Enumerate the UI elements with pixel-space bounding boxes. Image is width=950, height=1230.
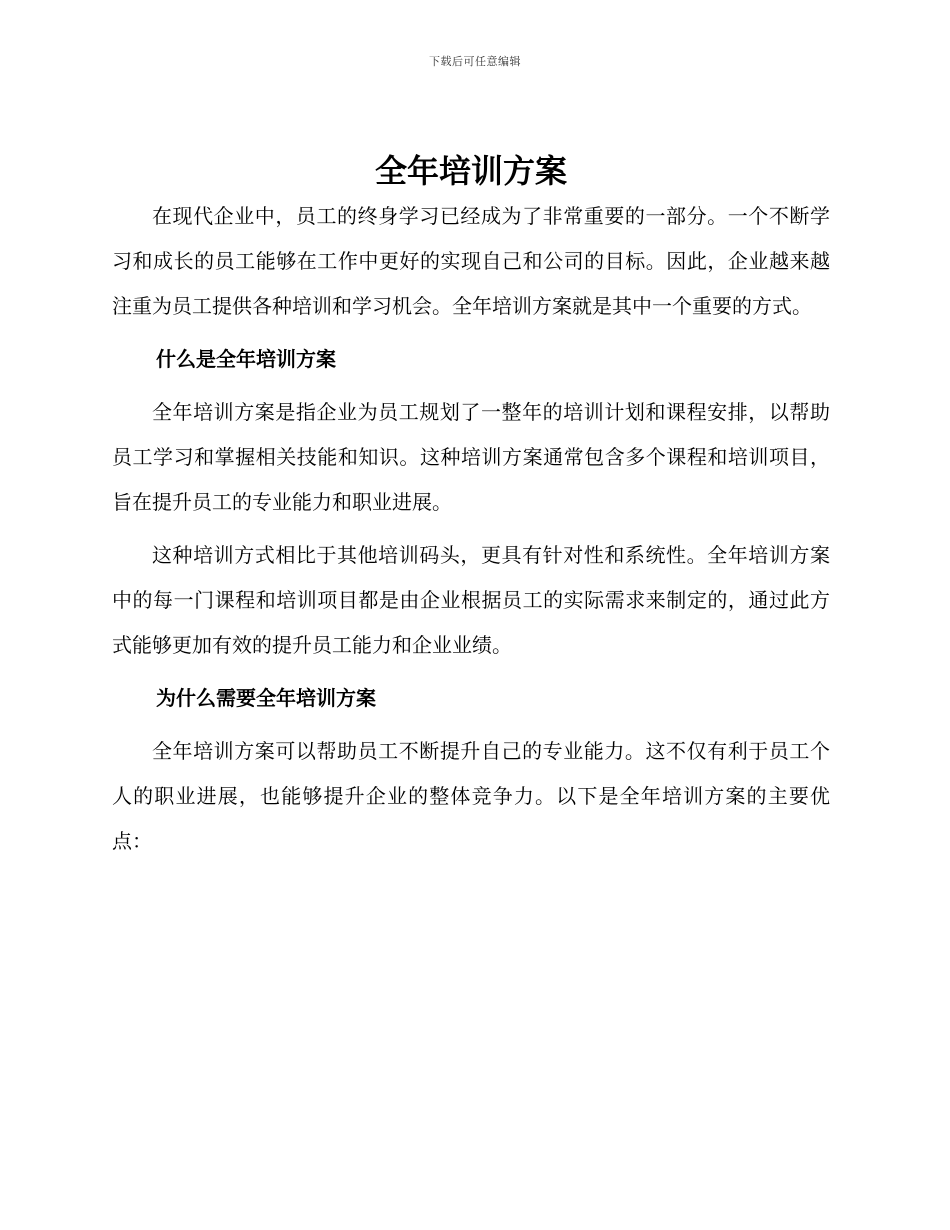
section-heading-why-needed: 为什么需要全年培训方案 [156,686,376,710]
page-header-note: 下载后可任意编辑 [429,55,521,68]
document-title: 全年培训方案 [374,152,567,190]
section-heading-what-is: 什么是全年培训方案 [156,347,336,371]
section-paragraph: 全年培训方案可以帮助员工不断提升自己的专业能力。这不仅有利于员工个人的职业进展，也能够提升企业的整体竞争力。以下是全年培训方案的主要优点： [112,739,830,853]
section-paragraph: 这种培训方式相比于其他培训码头，更具有针对性和系统性。全年培训方案中的每一门课程和培训项目都是由企业根据员工的实际需求来制定的，通过此方式能够更加有效的提升员工能力和企业业绩。 [112,543,830,657]
section-paragraph: 全年培训方案是指企业为员工规划了一整年的培训计划和课程安排，以帮助员工学习和掌握相关技能和知识。这种培训方案通常包含多个课程和培训项目，旨在提升员工的专业能力和职业进展。 [112,400,830,514]
intro-paragraph: 在现代企业中，员工的终身学习已经成为了非常重要的一部分。一个不断学习和成长的员工能够在工作中更好的实现自己和公司的目标。因此，企业越来越注重为员工提供各种培训和学习机会。全年培训方案就是其中一个重要的方式。 [112,204,830,318]
document-body [112,148,830,872]
